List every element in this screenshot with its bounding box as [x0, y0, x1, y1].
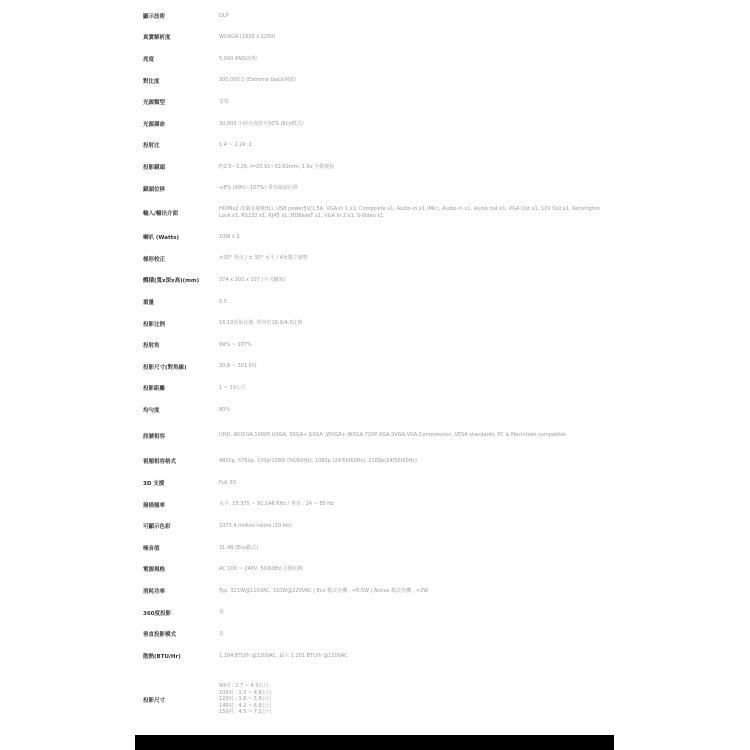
spec-value: 1073.4 million colors (10 bit) [219, 523, 292, 530]
spec-label: 體積(寬x深x高)(mm) [143, 278, 200, 285]
spec-value: 31 dB (Eco模式) [219, 544, 259, 551]
spec-value: 16:10原始比例, 相容於16:9/4:3比例 [219, 320, 303, 327]
spec-value: 99% ~ 107% [219, 341, 252, 348]
spec-label: 梯形校正 [143, 256, 166, 263]
spec-label: 電源規格 [143, 567, 166, 574]
spec-row [143, 48, 613, 70]
spec-row [143, 91, 613, 113]
spec-label: 亮度 [143, 56, 155, 63]
spec-label: 噪音值 [143, 545, 160, 552]
spec-row [143, 226, 613, 248]
spec-value: 5.5 [219, 298, 227, 305]
spec-label: 輸入/輸出介面 [143, 210, 179, 217]
spec-value: Full 3D [219, 479, 237, 486]
spec-row [143, 399, 613, 421]
spec-row [143, 199, 613, 226]
spec-row [143, 378, 613, 400]
spec-label: 投射比 [143, 143, 160, 150]
spec-value: +8% (99%~107%) 垂直鏡頭位移 [219, 185, 298, 192]
spec-label: 3D 支援 [143, 481, 165, 488]
spec-value: Typ. 321W@110VAC, 310W@220VAC | Eco 模式待機 : <0.5W | Active 模式待機 : <2W [219, 587, 429, 594]
spec-value: HDMIx2 (1個支援MHL), USB power5V/1.5A, VGA-in 1 x1, Composite x1, Audio-in x1 (Mic), Audio-in x1, Audio out x1, VGA Out x1, 12V Out x1, Kensington Lock x1, RS232 x1, RJ45 x1, HDBaseT x1, VGA In 2 x1, S-Video x1 [219, 206, 601, 219]
spec-row [143, 623, 613, 645]
spec-row [143, 334, 613, 356]
spec-label: 投影距離 [143, 386, 166, 393]
spec-row [143, 178, 613, 200]
spec-row [143, 602, 613, 624]
spec-row [143, 5, 613, 27]
size-line: 100吋 : 3.0 ~ 4.8公尺 [219, 689, 272, 696]
spec-value: WUXGA (1920 x 1200) [219, 34, 276, 41]
spec-row [143, 472, 613, 494]
spec-label: 掃描頻率 [143, 502, 166, 509]
spec-value: 30,000 小時亮度降至50% (Eco模式) [219, 120, 304, 127]
spec-value: 374 x 302 x 107 (不含腳架) [219, 277, 286, 284]
spec-row [143, 248, 613, 270]
spec-row [143, 580, 613, 602]
spec-label: 可顯示色彩 [143, 524, 171, 531]
spec-table [143, 5, 613, 733]
spec-label: 對比度 [143, 78, 160, 85]
spec-row [143, 135, 613, 157]
spec-row [143, 559, 613, 581]
spec-label: 光源壽命 [143, 121, 166, 128]
spec-value: 10W x 2 [219, 233, 240, 240]
spec-label: 投影尺寸(對角線) [143, 364, 187, 371]
spec-label: 垂直投影模式 [143, 632, 177, 639]
spec-row [143, 494, 613, 516]
spec-label: 重量 [143, 299, 155, 306]
footer-banner [135, 735, 614, 750]
spec-value-list [219, 683, 613, 716]
spec-label: 顯示技術 [143, 13, 166, 20]
spec-row [143, 291, 613, 313]
spec-row [143, 270, 613, 292]
spec-value: 1 ~ 10公尺 [219, 385, 246, 392]
spec-value: 80% [219, 406, 231, 413]
spec-value: 5,000 ANSI流明 [219, 55, 257, 62]
spec-value: 300,000:1 (Extreme black開啟) [219, 77, 296, 84]
spec-label: 投射角 [143, 343, 160, 350]
spec-row-throw-distance [143, 667, 613, 733]
spec-row [143, 156, 613, 178]
spec-row [143, 421, 613, 451]
spec-value: 480i/p, 576i/p, 720p/1080i (50/60Hz), 1080p (24/50/60Hz), 2160p(24/50/60Hz) [219, 458, 417, 465]
spec-label: 鏡頭位移 [143, 186, 166, 193]
spec-value: 1,164 BTU/h @220VAC, 最大 1,201 BTU/h @110VAC [219, 652, 348, 659]
spec-value: ±30° 垂直 / ± 30° 水平 / 4角獨立調整 [219, 255, 308, 262]
spec-row [143, 356, 613, 378]
spec-label: 光源類型 [143, 100, 166, 107]
spec-row [143, 537, 613, 559]
spec-row [143, 70, 613, 92]
spec-row [143, 27, 613, 49]
size-line: 150吋 : 4.5 ~ 7.2公尺 [219, 709, 272, 716]
size-line: 140吋 : 4.2 ~ 6.8公尺 [219, 702, 272, 709]
spec-row [143, 113, 613, 135]
size-line: 120吋 : 3.6 ~ 5.8公尺 [219, 696, 272, 703]
spec-label: 散熱(BTU/Hr) [143, 653, 181, 660]
spec-value: 1.4 ~ 2.24 :1 [219, 142, 252, 149]
spec-label: 均勻度 [143, 407, 160, 414]
spec-value: 是 [219, 609, 225, 616]
spec-label: 投影尺寸 [143, 697, 166, 704]
spec-value: 水平: 15.375 ~ 91.146 KHz / 垂直 : 24 ~ 85 Hz [219, 501, 334, 508]
spec-label: 真實解析度 [143, 35, 171, 42]
spec-label: 360度投影 [143, 610, 171, 617]
spec-label: 消耗功率 [143, 589, 166, 596]
size-line: 90吋 : 2.7 ~ 4.3公尺 [219, 683, 269, 690]
spec-label: 訊號相容 [143, 433, 166, 440]
spec-value: 雷射 [219, 98, 230, 105]
spec-value: DLP [219, 12, 229, 19]
spec-label: 投影鏡頭 [143, 164, 166, 171]
spec-label: 投影比例 [143, 321, 166, 328]
spec-value: UHD, WUXGA,1080P,UXGA, SXGA+,SXGA ,WXGA+,WXGA,720P,XGA,SVGA,VGA Compression, VESA standards, PC & Macintosh compatible [219, 432, 566, 439]
spec-label: 視頻相容格式 [143, 459, 177, 466]
spec-value: AC 100 ~ 240V, 50/60Hz,自動切換 [219, 566, 303, 573]
spec-value: F/2.5~3.26; f=20.91~32.62mm, 1.6x 手動變焦 [219, 163, 335, 170]
spec-label: 喇叭 (Watts) [143, 235, 180, 242]
spec-value: 20.8 ~ 301.6吋 [219, 363, 257, 370]
spec-row [143, 451, 613, 473]
spec-row [143, 313, 613, 335]
spec-row [143, 515, 613, 537]
spec-value: 是 [219, 630, 225, 637]
spec-row [143, 645, 613, 667]
